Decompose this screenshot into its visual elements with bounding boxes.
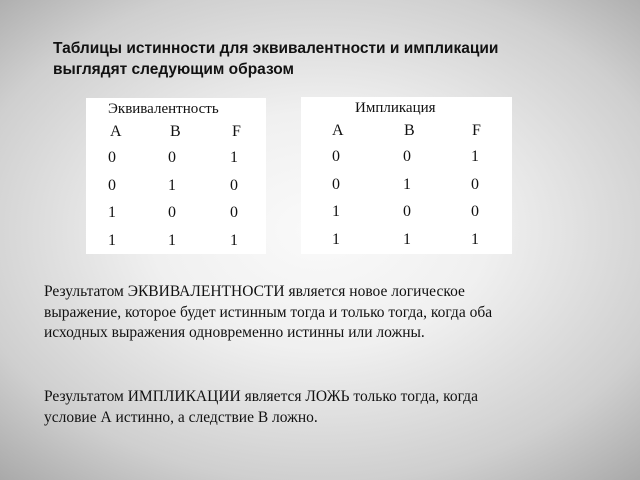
implication-table-row (301, 175, 512, 195)
equivalence-table-row (86, 231, 266, 251)
table-cell: 0 (230, 204, 238, 221)
table-cell: 1 (471, 231, 479, 248)
slide-heading: Таблицы истинности для эквивалентности и импликации выглядят следующим образом (53, 40, 499, 78)
implication-table-title: Импликация (355, 100, 436, 116)
implication-table-row (301, 202, 512, 222)
table-cell: 1 (332, 203, 340, 220)
table-cell: 0 (471, 176, 479, 193)
implication-table-header-row (301, 121, 512, 141)
implication-table-row (301, 147, 512, 167)
equivalence-description: Результатом ЭКВИВАЛЕНТНОСТИ является новое логическое выражение, которое будет истинным тогда и только тогда, когда оба исходных выражения одновременно истинны или ложны. (44, 283, 493, 341)
table-cell: 1 (168, 232, 176, 249)
table-cell: 1 (108, 204, 116, 221)
implication-header-a: A (332, 122, 344, 139)
implication-description: Результатом ИМПЛИКАЦИИ является ЛОЖЬ только тогда, когда условие А истинно, а следствие В ложно. (44, 388, 478, 426)
equivalence-header-a: A (110, 123, 122, 140)
equivalence-header-b: B (170, 123, 181, 140)
table-cell: 0 (230, 177, 238, 194)
equivalence-table-header-row (86, 122, 266, 142)
equivalence-truth-table (86, 98, 266, 254)
table-cell: 1 (471, 148, 479, 165)
implication-header-f: F (472, 122, 481, 139)
table-cell: 1 (403, 231, 411, 248)
table-cell: 1 (230, 232, 238, 249)
table-cell: 0 (168, 204, 176, 221)
equivalence-header-f: F (232, 123, 241, 140)
implication-truth-table (301, 97, 512, 254)
table-cell: 1 (168, 177, 176, 194)
equivalence-table-row (86, 176, 266, 196)
table-cell: 0 (332, 148, 340, 165)
implication-table-row (301, 230, 512, 250)
table-cell: 0 (108, 149, 116, 166)
table-cell: 0 (403, 148, 411, 165)
table-cell: 0 (332, 176, 340, 193)
implication-header-b: B (404, 122, 415, 139)
table-cell: 1 (403, 176, 411, 193)
equivalence-table-title: Эквивалентность (108, 101, 219, 117)
table-cell: 1 (332, 231, 340, 248)
equivalence-table-row (86, 148, 266, 168)
equivalence-table-row (86, 203, 266, 223)
table-cell: 1 (108, 232, 116, 249)
table-cell: 0 (108, 177, 116, 194)
table-cell: 0 (403, 203, 411, 220)
table-cell: 0 (471, 203, 479, 220)
table-cell: 0 (168, 149, 176, 166)
table-cell: 1 (230, 149, 238, 166)
